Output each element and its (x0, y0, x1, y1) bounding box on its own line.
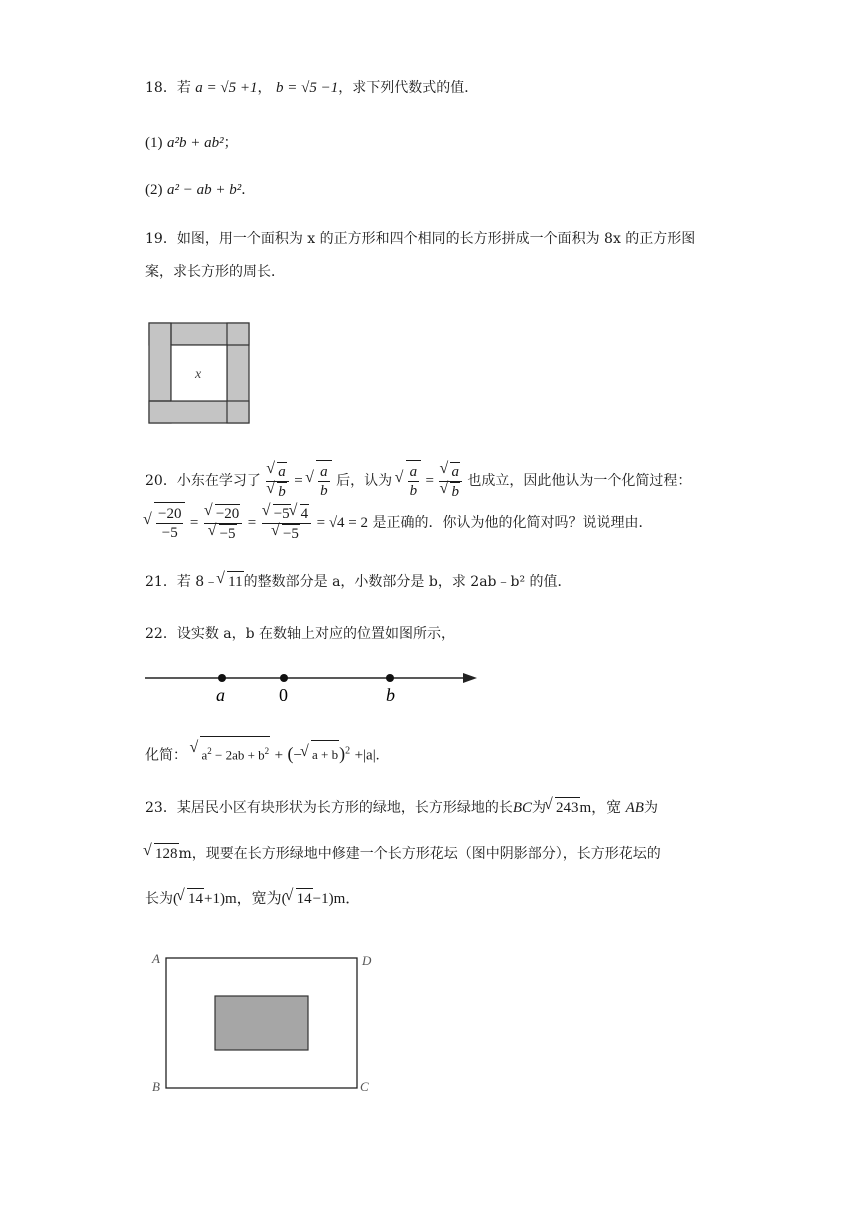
q23-text-f: 长为 (145, 891, 173, 907)
q23-ab-radical: √ 128 (145, 843, 179, 864)
q23-line3: 长为(√ 14+1)m，宽为(√ 14−1)m． (145, 888, 360, 909)
q23-len-radical: √ 14 (178, 888, 204, 909)
q22-label-0: 0 (279, 685, 288, 705)
q23-text-h: −1)m． (312, 891, 361, 907)
q23-corner-b: B (152, 1079, 160, 1094)
q19-line2: 案，求长方形的周长． (145, 264, 285, 280)
q19-figure (148, 322, 250, 424)
q22-number-line (143, 665, 483, 707)
q21-text-b: 的整数部分是 a，小数部分是 b，求 2ab﹣b² 的值． (243, 574, 572, 590)
q20-text-b: 后，认为 (336, 473, 393, 489)
q22-simplify: 化简： √ $a^2 - 2ab + b^2$ + (−√ a + b)$^2$ +|a|. (145, 736, 379, 769)
q20-expr-2: √ −20 √ −5 (204, 504, 242, 543)
q18-part2-expr: a² − ab + b² (166, 182, 242, 198)
q22-arrow-icon (463, 673, 477, 683)
q20-frac-3: √ $\frac{a}{b}$ (397, 460, 422, 501)
q21-radical: √ 11 (218, 571, 243, 592)
q20-frac-4: √ a √ b (439, 462, 462, 501)
q18-part1-label: (1) (145, 135, 163, 151)
q22-line1: 22．设实数 a，b 在数轴上对应的位置如图所示， (145, 626, 456, 642)
q22-label-a: a (216, 685, 225, 705)
q20-text-d: 是正确的．你认为他的化简对吗？说说理由． (372, 515, 653, 531)
q18-part1-expr: a²b + ab² (166, 135, 224, 151)
q20-text-c: 也成立，因此他认为一个化简过程： (467, 473, 692, 489)
q23-corner-d: D (362, 953, 372, 968)
q19-rect-bottom (149, 401, 249, 423)
q22-point-b (386, 674, 394, 682)
q23-text-c: m，宽 (579, 800, 622, 816)
q23-bc: BC (512, 800, 532, 816)
q23-line2 (145, 843, 661, 864)
q21-text-a: 21．若 8﹣ (145, 574, 219, 590)
q23-inner-rect (215, 996, 308, 1050)
q22-point-a (218, 674, 226, 682)
q20-expr-4: = √4 = 2 (316, 515, 369, 531)
q20-line2: √ $\frac{-20}{-5}$ = √ −20 √ −5 = √ −5√ 4 √ −5 = √4 = 2 是正确的．你认为他的化简对吗？说说理由． (145, 502, 652, 543)
q19-line1: 19．如图，用一个面积为 x 的正方形和四个相同的长方形拼成一个面积为 8x 的正方形图 (145, 231, 696, 247)
q22-label-b: b (386, 685, 395, 705)
q18-a-def: a = √5 +1 (195, 80, 258, 96)
q20-expr-1: √ $\frac{-20}{-5}$ (145, 502, 185, 543)
q23-text-b: 为 (532, 800, 546, 816)
q20-frac-2: √ $\frac{a}{b}$ (307, 460, 332, 501)
q23-text-a: 23．某居民小区有块形状为长方形的绿地，长方形绿地的长 (145, 800, 513, 816)
q18-number: 18．若 (145, 80, 191, 96)
q23-text-d: 为 (643, 800, 658, 816)
q18-part1-end: ； (223, 135, 238, 151)
q18-b-def: b = √5 −1 (275, 80, 339, 96)
q22-tail: +|a|. (354, 747, 380, 764)
q23-ab: AB (625, 800, 644, 816)
q23-corner-c: C (360, 1079, 369, 1094)
q23-text-g: +1)m，宽为 (204, 891, 282, 907)
q22-expr-2: ( (287, 743, 294, 764)
q20-expr-3: √ −5√ 4 √ −5 (262, 504, 311, 543)
q18-tail: ，求下列代数式的值． (338, 80, 479, 96)
q23-line1 (145, 797, 658, 818)
q22-expr-1: √ $a^2 - 2ab + b^2$ (191, 736, 270, 769)
q20-line1: 20．小东在学习了 √ a √ b = √ $\frac{a}{b}$ 后，认为 √ $\frac{a}{b}$ = √ a √ b 也成立，因此他认为一个化简过程： (145, 460, 691, 501)
q20-text-a: 20．小东在学习了 (145, 473, 261, 489)
q18-part1 (145, 133, 238, 153)
q23-wid-radical: √ 14 (287, 888, 313, 909)
q22-simplify-label: 化简： (145, 747, 187, 764)
q18-part2-label: (2) (145, 182, 163, 198)
q23-bc-radical: √ 243 (546, 797, 580, 818)
q23-text-e: m，现要在长方形绿地中修建一个长方形花坛（图中阴影部分），长方形花坛的 (178, 846, 661, 862)
q20-frac-1: √ a √ b (266, 462, 289, 501)
q18-part2-end: ． (241, 182, 256, 198)
q23-corner-a: A (152, 951, 160, 966)
q19-label-x: x (195, 367, 202, 382)
q23-figure (150, 948, 380, 1096)
q22-point-0 (280, 674, 288, 682)
q18-stem: 18．若 a = √5 +1， b = √5 −1，求下列代数式的值． (145, 80, 479, 96)
q21-stem (145, 571, 572, 592)
q18-part2 (145, 180, 255, 200)
